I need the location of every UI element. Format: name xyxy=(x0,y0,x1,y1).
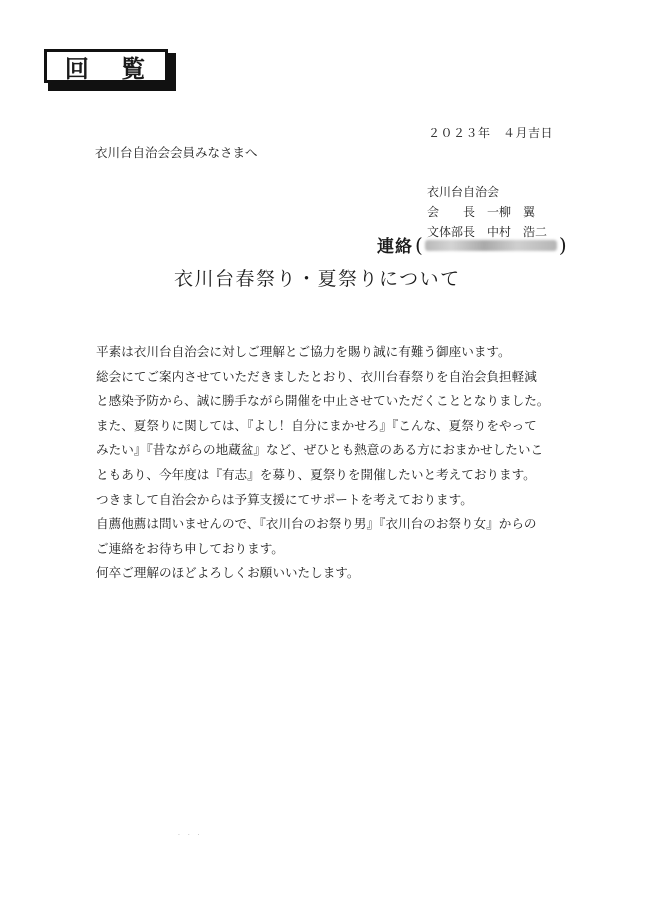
body-line: ご連絡をお待ち申しております。 xyxy=(96,540,284,556)
contact-label: 連絡 xyxy=(377,237,413,257)
body-line: 何卒ご理解のほどよろしくお願いいたします。 xyxy=(96,565,360,581)
sender-culture-head: 文体部長 中村 浩二 xyxy=(427,225,548,239)
sender-chairman: 会 長 一柳 翼 xyxy=(427,205,536,219)
addressee: 衣川台自治会会員みなさまへ xyxy=(95,145,258,160)
body-line: つきまして自治会からは予算支援にてサポートを考えております。 xyxy=(96,491,473,507)
body-line: みたい』『昔ながらの地蔵盆』など、ぜひとも熱意のある方におまかせしたいこ xyxy=(96,442,544,458)
body-line: 自薦他薦は問いませんので、『衣川台のお祭り男』『衣川台のお祭り女』からの xyxy=(96,516,537,532)
body-line: と感染予防から、誠に勝手ながら開催を中止させていただくこととなりました。 xyxy=(96,393,550,409)
body-line: 平素は衣川台自治会に対しご理解とご協力を賜り誠に有難う御座います。 xyxy=(96,344,511,359)
body-line: 総会にてご案内させていただきましたとおり、衣川台春祭りを自治会負担軽減 xyxy=(96,368,537,384)
document-title: 衣川台春祭り・夏祭りについて xyxy=(174,268,461,290)
body-line: また、夏祭りに関しては、『よし！自分にまかせろ』『こんな、夏祭りをやって xyxy=(96,417,537,433)
circulation-stamp xyxy=(44,49,168,83)
contact-close-paren: ) xyxy=(558,232,567,257)
redacted-contact xyxy=(425,240,557,251)
contact-line xyxy=(377,232,569,257)
sender-organization: 衣川台自治会 xyxy=(427,185,500,199)
contact-open-paren: ( xyxy=(415,232,423,257)
scan-specks: · · · xyxy=(178,832,203,839)
stamp-label: 回 覧 xyxy=(64,54,158,83)
body-line: ともあり、今年度は『有志』を募り、夏祭りを開催したいと考えております。 xyxy=(96,466,536,482)
document-date: ２０２３年 ４月吉日 xyxy=(428,126,554,140)
body-text xyxy=(96,340,566,586)
